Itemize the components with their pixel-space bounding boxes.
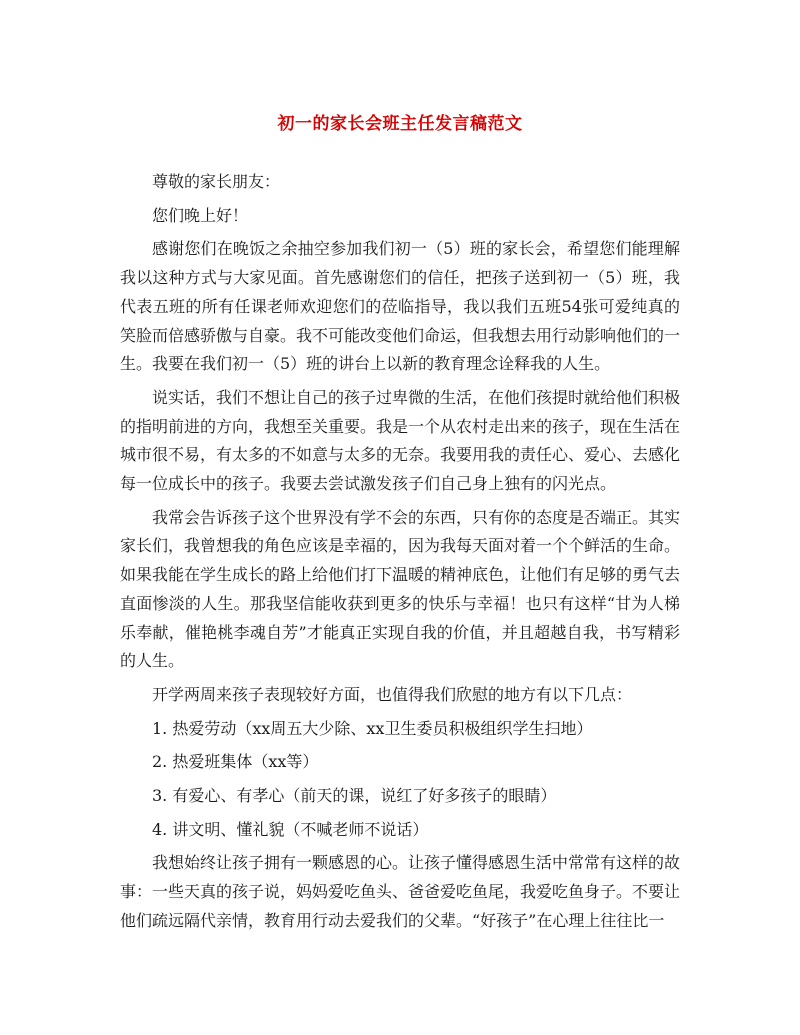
list-item: 2. 热爱班集体（xx等） <box>152 752 319 772</box>
document-title: 初一的家长会班主任发言稿范文 <box>277 114 523 134</box>
document-body <box>120 168 680 941</box>
greeting: 您们晚上好！ <box>152 205 249 225</box>
paragraph: 感谢您们在晚饭之余抽空参加我们初一（5）班的家长会，希望您们能理解我以这种方式与大家见面。首先感谢您们的信任，把孩子送到初一（5）班，我代表五班的所有任课老师欢迎您们的莅临指导，我以我们五班54张可爱纯真的笑脸而倍感骄傲与自豪。我不可能改变他们命运，但我想去用行动影响他们的一生。我要在我们初一（5）班的讲台上以新的教育理念诠释我的人生。 <box>120 239 681 374</box>
paragraph: 说实话，我们不想让自己的孩子过卑微的生活，在他们孩提时就给他们积极的指明前进的方向，我想至关重要。我是一个从农村走出来的孩子，现在生活在城市很不易，有太多的不如意与太多的无奈。我要用我的责任心、爱心、去感化每一位成长中的孩子。我要去尝试激发孩子们自己身上独有的闪光点。 <box>120 387 681 494</box>
paragraph: 开学两周来孩子表现较好方面，也值得我们欣慰的地方有以下几点： <box>152 684 633 704</box>
salutation: 尊敬的家长朋友： <box>152 172 281 191</box>
paragraph: 我想始终让孩子拥有一颗感恩的心。让孩子懂得感恩生活中常常有这样的故事：一些天真的孩子说，妈妈爱吃鱼头、爸爸爱吃鱼尾，我爱吃鱼身子。不要让他们疏远隔代亲情，教育用行动去爱我们的父辈。“好孩子”在心理上往往比一 <box>120 853 681 930</box>
list-item: 3. 有爱心、有孝心（前天的课，说红了好多孩子的眼睛） <box>152 786 557 806</box>
paragraph: 我常会告诉孩子这个世界没有学不会的东西，只有你的态度是否端正。其实家长们，我曾想我的角色应该是幸福的，因为我每天面对着一个个鲜活的生命。如果我能在学生成长的路上给他们打下温暖的精神底色，让他们有足够的勇气去直面惨淡的人生。那我坚信能收获到更多的快乐与幸福！也只有这样“甘为人梯乐奉献，催艳桃李魂自芳”才能真正实现自我的价值，并且超越自我，书写精彩的人生。 <box>120 507 681 671</box>
list-item: 1. 热爱劳动（xx周五大少除、xx卫生委员积极组织学生扫地） <box>152 718 593 738</box>
list-item: 4. 讲文明、懂礼貌（不喊老师不说话） <box>152 819 429 839</box>
